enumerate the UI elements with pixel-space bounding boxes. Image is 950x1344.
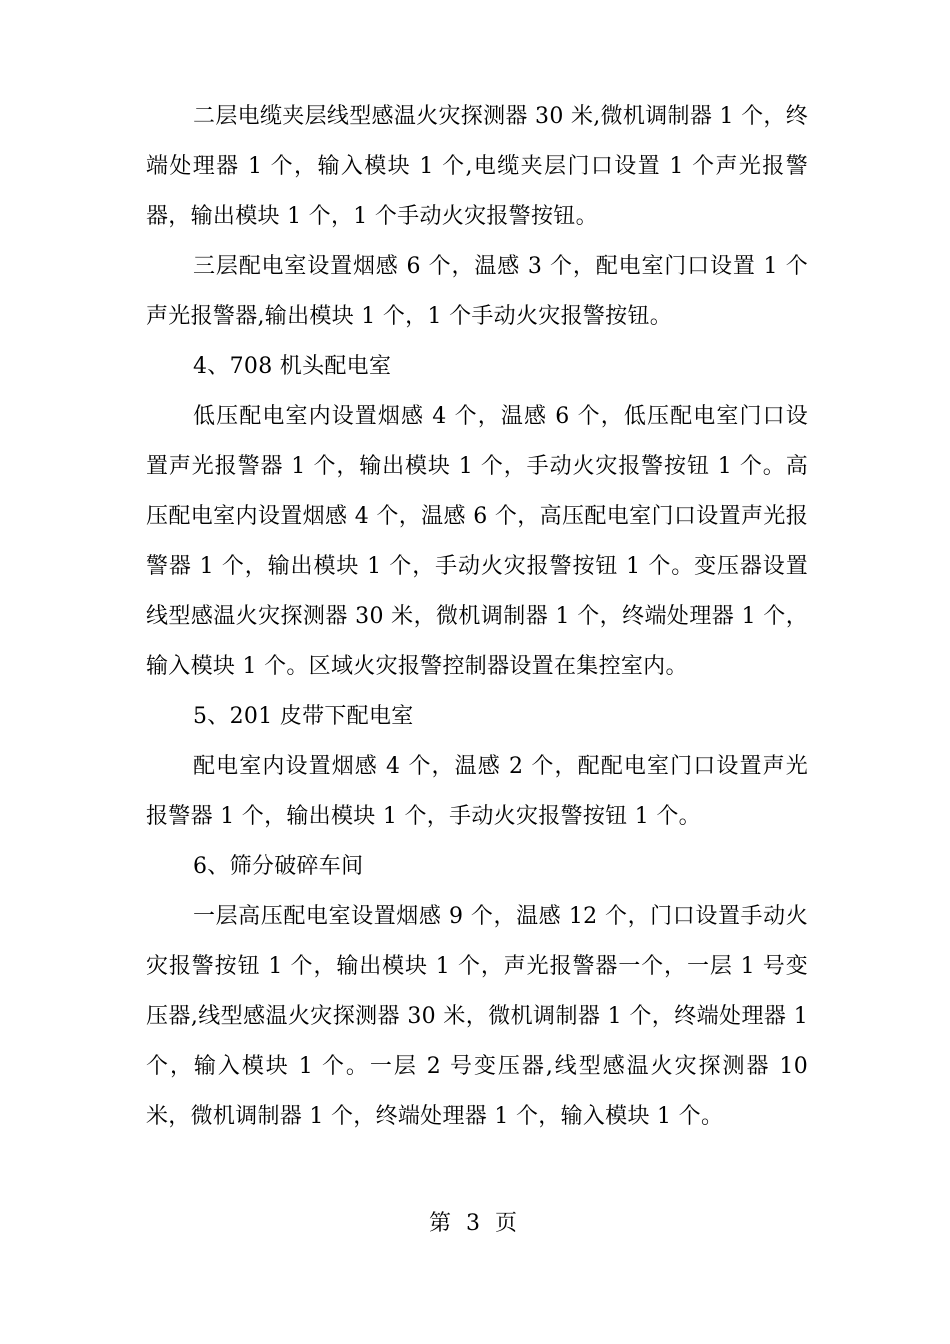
section-heading-screening: 6、筛分破碎车间 — [193, 854, 364, 879]
document-body — [146, 92, 808, 1142]
paragraph-201-details: 配电室内设置烟感 4 个，温感 2 个，配配电室门口设置声光报警器 1 个，输出模块 1 个，手动火灾报警按钮 1 个。 — [146, 754, 808, 829]
section-heading-201: 5、201 皮带下配电室 — [193, 704, 414, 729]
paragraph-screening-details: 一层高压配电室设置烟感 9 个，温感 12 个，门口设置手动火灾报警按钮 1 个，输出模块 1 个，声光报警器一个，一层 1 号变压器,线型感温火灾探测器 30 米，微机调制器 1 个，终端处理器 1 个，输入模块 1 个。一层 2 号变压器,线型感温火灾探测器 10 米，微机调制器 1 个，终端处理器 1 个，输入模块 1 个。 — [146, 904, 808, 1129]
page-number: 第 3 页 — [429, 1211, 521, 1236]
paragraph-708-details: 低压配电室内设置烟感 4 个，温感 6 个，低压配电室门口设置声光报警器 1 个，输出模块 1 个，手动火灾报警按钮 1 个。高压配电室内设置烟感 4 个，温感 6 个，高压配电室门口设置声光报警器 1 个，输出模块 1 个，手动火灾报警按钮 1 个。变压器设置线型感温火灾探测器 30 米，微机调制器 1 个，终端处理器 1 个，输入模块 1 个。区域火灾报警控制器设置在集控室内。 — [146, 404, 808, 679]
paragraph-cable-interlayer: 二层电缆夹层线型感温火灾探测器 30 米,微机调制器 1 个，终端处理器 1 个，输入模块 1 个,电缆夹层门口设置 1 个声光报警器，输出模块 1 个，1 个手动火灾报警按钮。 — [146, 104, 808, 229]
section-heading-708: 4、708 机头配电室 — [193, 354, 392, 379]
paragraph-third-floor-room: 三层配电室设置烟感 6 个，温感 3 个，配电室门口设置 1 个声光报警器,输出模块 1 个，1 个手动火灾报警按钮。 — [146, 254, 808, 329]
